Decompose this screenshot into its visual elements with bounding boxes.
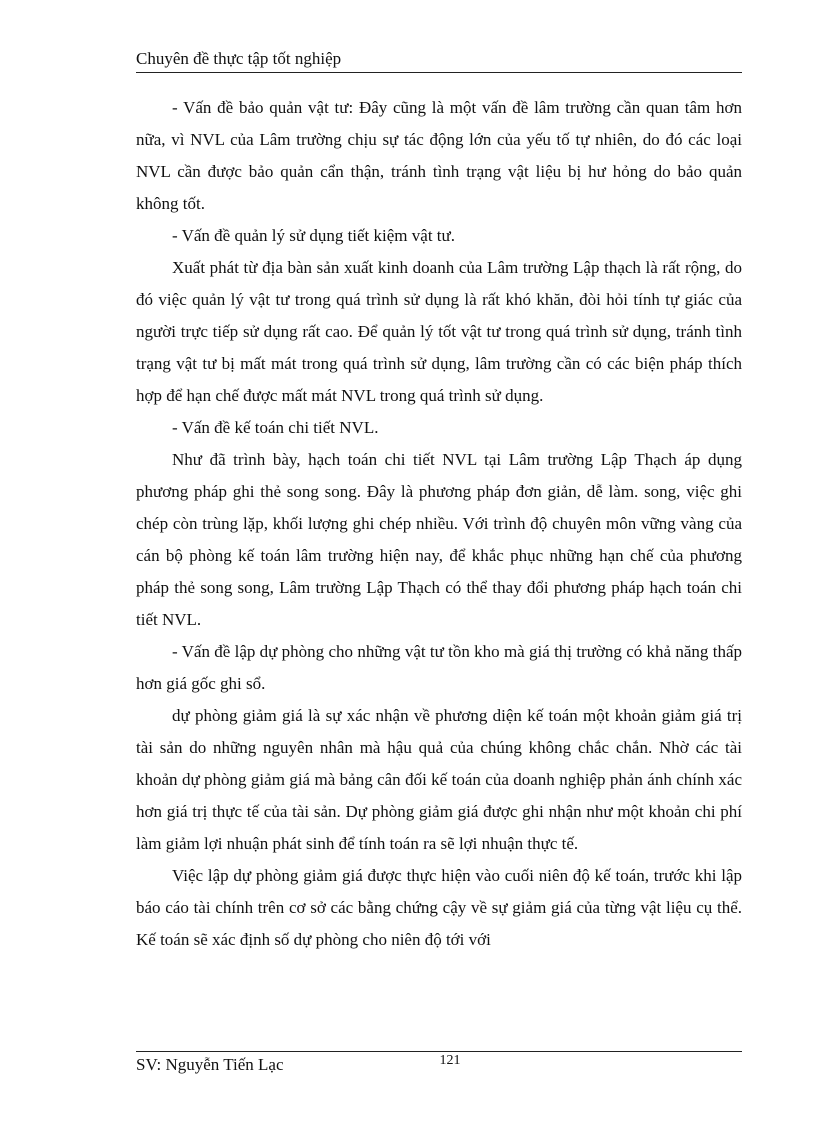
- paragraph-storage-issue: - Vấn đề bảo quản vật tư: Đây cũng là một vấn đề lâm trường cần quan tâm hơn nữa, vì NVL của Lâm trường chịu sự tác động lớn của yếu tố tự nhiên, do đó các loại NVL cần được bảo quản cẩn thận, tránh tình trạng vật liệu bị hư hỏng do bảo quản không tốt.: [136, 98, 742, 213]
- paragraph-provision-heading: - Vấn đề lập dự phòng cho những vật tư tồn kho mà giá thị trường có khả năng thấp hơn giá gốc ghi sổ.: [136, 642, 742, 693]
- paragraph-provision-definition: dự phòng giảm giá là sự xác nhận về phương diện kế toán một khoản giảm giá trị tài sản do những nguyên nhân mà hậu quả của chúng không chắc chắn. Nhờ các tài khoản dự phòng giảm giá mà bảng cân đối kế toán của doanh nghiệp phản ánh chính xác hơn giá trị thực tế của tài sản. Dự phòng giảm giá được ghi nhận như một khoản chi phí làm giảm lợi nhuận phát sinh để tính toán ra sẽ lợi nhuận thực tế.: [136, 706, 742, 853]
- page-header: [136, 48, 742, 73]
- page-number: 121: [439, 1053, 461, 1068]
- paragraph-savings-heading: - Vấn đề quản lý sử dụng tiết kiệm vật tư.: [172, 226, 455, 245]
- paragraph-detail-accounting-heading: - Vấn đề kế toán chi tiết NVL.: [172, 418, 379, 437]
- footer-author: SV: Nguyễn Tiến Lạc: [136, 1055, 284, 1074]
- paragraph-savings-body: Xuất phát từ địa bàn sản xuất kinh doanh của Lâm trường Lập thạch là rất rộng, do đó việc quản lý vật tư trong quá trình sử dụng là rất khó khăn, đòi hỏi tính tự giác của người trực tiếp sử dụng rất cao. Để quản lý tốt vật tư trong quá trình sử dụng, tránh tình trạng vật tư bị mất mát trong quá trình sử dụng, lâm trường cần có các biện pháp thích hợp để hạn chế được mất mát NVL trong quá trình sử dụng.: [136, 258, 742, 405]
- paragraph-detail-accounting-body: Như đã trình bày, hạch toán chi tiết NVL tại Lâm trường Lập Thạch áp dụng phương pháp ghi thẻ song song. Đây là phương pháp đơn giản, dễ làm. song, việc ghi chép còn trùng lặp, khối lượng ghi chép nhiều. Với trình độ chuyên môn vững vàng của cán bộ phòng kế toán lâm trường hiện nay, để khắc phục những hạn chế của phương pháp thẻ song song, Lâm trường Lập Thạch có thể thay đổi phương pháp hạch toán chi tiết NVL.: [136, 450, 742, 629]
- document-body: [136, 92, 742, 956]
- header-title: Chuyên đề thực tập tốt nghiệp: [136, 49, 342, 68]
- paragraph-provision-procedure: Việc lập dự phòng giảm giá được thực hiện vào cuối niên độ kế toán, trước khi lập báo cáo tài chính trên cơ sở các bằng chứng cậy về sự giảm giá của từng vật liệu cụ thể. Kế toán sẽ xác định số dự phòng cho niên độ tới với: [136, 866, 742, 949]
